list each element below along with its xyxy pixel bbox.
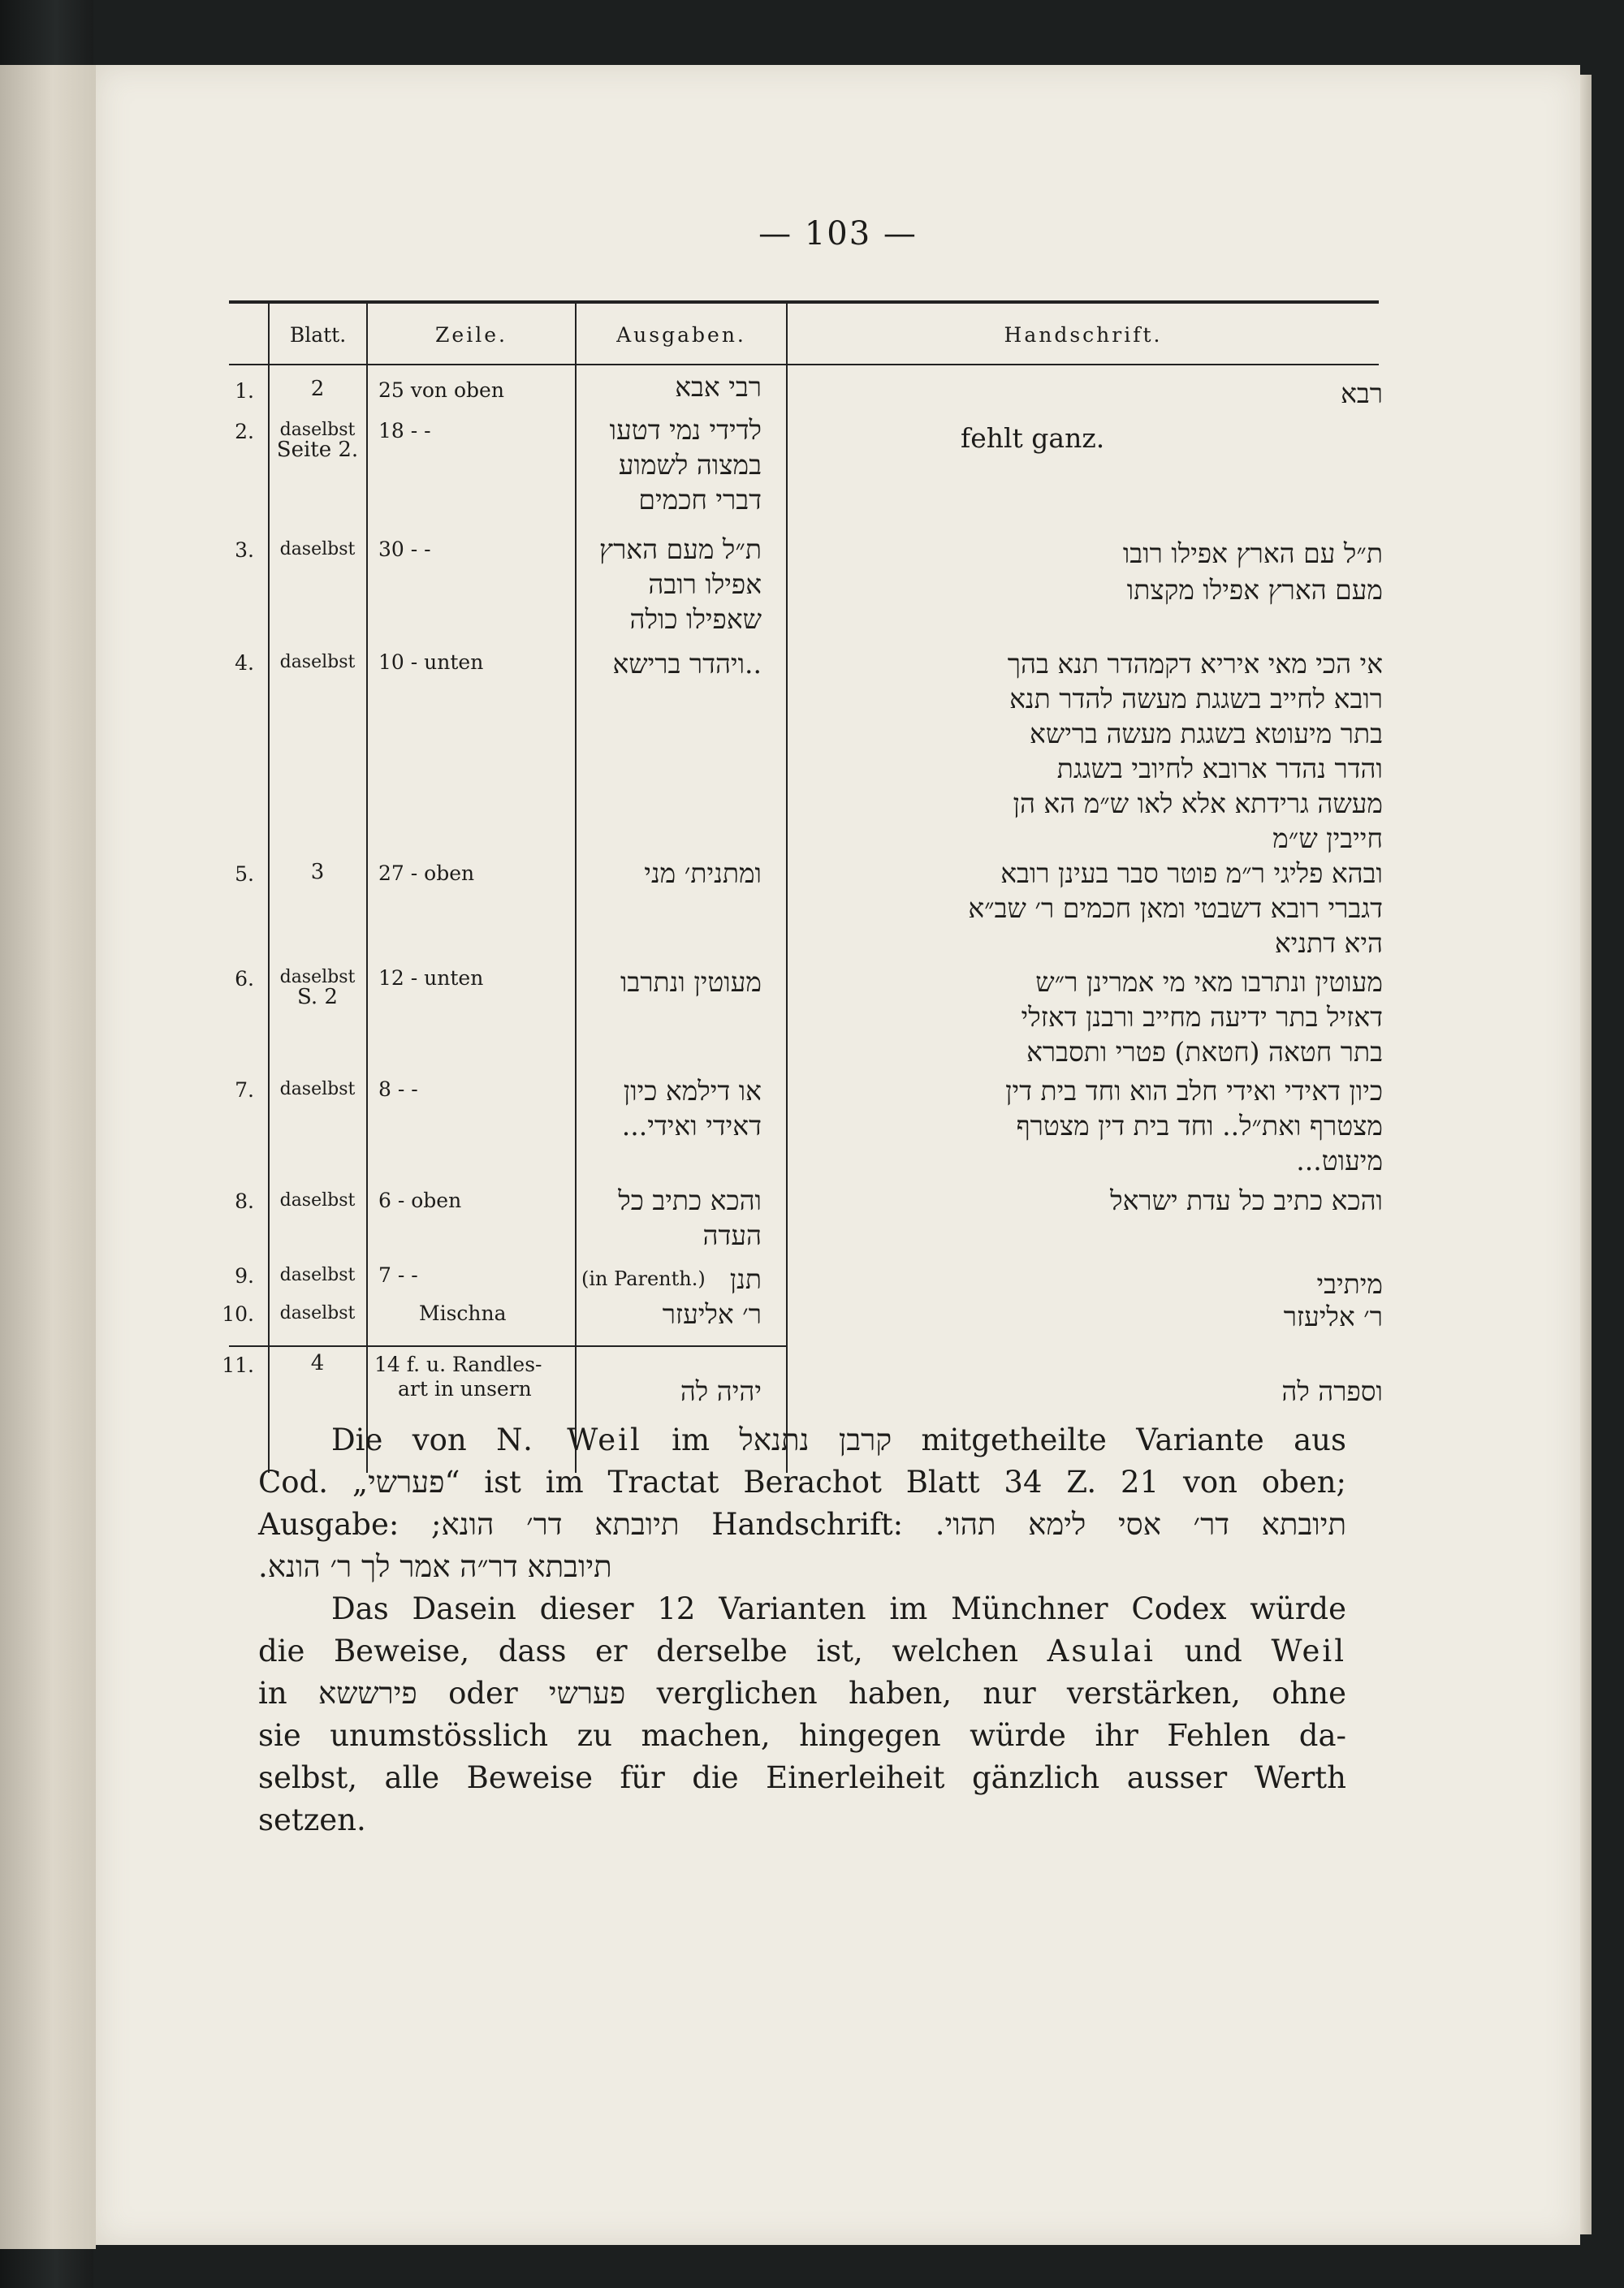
table-divider-2 [366,304,368,1473]
row-7-blatt: daselbst [279,1079,356,1099]
row-11-number: 11. [222,1353,254,1377]
table-divider-3 [575,304,577,1473]
row-1-ausgaben: רבי אבא [675,371,762,403]
row-10-zeile: Mischna [419,1302,507,1325]
row-1-zeile: 25 von oben [378,378,504,402]
row-6-handschrift-3: בתר חטאה (חטאת) פטרי ותסברא [1026,1036,1383,1068]
paragraph-variant-line-3: Ausgabe: תיובתא דר׳ הונא; Handschrift: תיובתא דר׳ אסי לימא תהוי. [258,1507,1347,1542]
row-6-ausgaben: מעוטין ונתרבו [620,966,762,998]
paragraph-conclusion-line-5: selbst, alle Beweise für die Einerleiheit gänzlich ausser Werth [258,1760,1346,1795]
header-handschrift: Handschrift. [1004,323,1163,347]
row-9-handschrift: מיתיבי [1316,1268,1383,1300]
paragraph-conclusion-line-3: in פירששא oder פערשי verglichen haben, nur verstärken, ohne [258,1676,1347,1711]
page-number: — 103 — [758,215,918,253]
row-2-number: 2. [235,420,254,443]
table-top-rule [229,300,1379,304]
row-5-handschrift-1: ובהא פליגי ר״מ פוטר סבר בעינן רובא [1000,857,1383,889]
row-6-blatt: daselbst [279,967,356,987]
row-11-zeile-1: 14 f. u. Randles- [374,1353,542,1376]
header-zeile: Zeile. [435,323,508,347]
paragraph-conclusion-line-4: sie unumstösslich zu machen, hingegen würde ihr Fehlen da- [258,1718,1346,1753]
paragraph-variant-line-2: Cod. „פערשי“ ist im Tractat Berachot Blatt 34 Z. 21 von oben; [258,1465,1346,1500]
row-4-handschrift-2: רובא לחייב בשגגת מעשה להדר תנא [1009,683,1383,714]
row-3-ausgaben-1: ת״ל מעם הארץ [598,533,762,565]
row-2-ausgaben-2: במצוה לשמוע [618,449,762,481]
table-header-rule [229,364,1379,365]
row-5-blatt: 3 [310,860,325,884]
row-9-ausgaben: תנן [729,1263,762,1295]
person-name: N. Weil [496,1422,642,1457]
row-4-blatt: daselbst [279,652,356,672]
row-3-blatt: daselbst [279,539,356,559]
paragraph-conclusion-line-6: setzen. [258,1802,366,1837]
paragraph-variant-line-4: תיובתא דר״ה אמר לך ר׳ הונא. [258,1549,612,1584]
row-3-handschrift-1: ת״ל עם הארץ אפילו רובו [1122,537,1383,569]
row-4-handschrift-3: בתר מיעוטא בשגגת מעשה ברישא [1030,718,1383,749]
row-7-number: 7. [235,1078,254,1102]
row-2-ausgaben-3: דברי חכמים [638,484,762,516]
row-5-ausgaben: ומתנית׳ מני [644,857,762,889]
row-5-number: 5. [235,862,254,886]
row-7-handschrift-1: כיון דאידי ואידי חלב הוא וחד בית דין [1005,1075,1383,1107]
row-8-blatt: daselbst [279,1190,356,1211]
row-8-ausgaben-2: העדה [702,1220,762,1251]
row-10-handschrift: ר׳ אליעזר [1283,1301,1383,1332]
header-ausgaben: Ausgaben. [616,323,746,347]
row-1-handschrift: רבא [1341,378,1383,409]
row-6-handschrift-2: דאזיל בתר ידיעה מחייב ורבנן דאזלי [1021,1001,1383,1033]
paragraph-conclusion-line-1: Das Dasein dieser 12 Varianten im Münchner Codex würde [331,1591,1346,1626]
row-4-ausgaben: ..ויהדר ברישא [612,648,762,680]
row-6-zeile: 12 - unten [378,966,484,990]
row-4-handschrift-6: חייבין ש״מ [1272,822,1383,854]
paragraph-conclusion [258,1588,1346,1841]
row-11-top-rule [229,1345,786,1347]
row-10-blatt: daselbst [279,1303,356,1323]
row-3-number: 3. [235,538,254,562]
row-4-handschrift-5: מעשה גרידתא אלא לאו ש״מ הא הן [1013,788,1383,819]
row-8-number: 8. [235,1189,254,1213]
table-divider-4 [786,304,788,1473]
row-8-handschrift: והכא כתיב כל עדת ישראל [1110,1185,1383,1216]
row-11-blatt: 4 [310,1351,325,1375]
row-3-ausgaben-3: שאפילו כולה [629,603,762,635]
row-11-ausgaben: יהיה לה [680,1375,762,1407]
row-7-handschrift-3: מיעוט... [1296,1145,1383,1176]
row-7-ausgaben-1: או דילמא כיון [623,1075,762,1107]
row-1-blatt: 2 [310,377,325,401]
row-5-handschrift-2: דגברי רובא דשבטי ומאן חכמים ר׳ שב״א [968,892,1383,924]
row-9-number: 9. [235,1264,254,1288]
row-7-zeile: 8 - - [378,1077,418,1101]
row-2-blatt-page: Seite 2. [276,438,359,462]
paragraph-conclusion-line-2: die Beweise, dass er derselbe ist, welchen Asulai und Weil [258,1634,1347,1669]
row-10-ausgaben: ר׳ אליעזר [662,1298,762,1330]
row-6-handschrift-1: מעוטין ונתרבו מאי מי אמרינן ר״ש [1035,966,1383,998]
row-11-handschrift: וספרה לה [1281,1375,1383,1407]
right-page-edge [1580,75,1592,2234]
row-6-blatt-page: S. 2 [297,985,338,1009]
row-9-ausgaben-note: (in Parenth.) [581,1267,706,1290]
row-2-handschrift: fehlt ganz. [961,422,1105,454]
row-5-handschrift-3: היא דתניא [1274,927,1383,959]
row-4-zeile: 10 - unten [378,650,484,674]
paragraph-variant-line-1: Die von N. Weil im קרבן נתנאל mitgetheilte Variante aus [331,1422,1346,1457]
row-2-ausgaben-1: לדידי נמי דטעו [609,414,762,446]
row-9-zeile: 7 - - [378,1263,418,1287]
row-4-handschrift-4: והדר נהדר ארובא לחיובי בשגגת [1056,753,1383,784]
row-8-ausgaben-1: והכא כתיב כל [618,1185,762,1216]
row-7-handschrift-2: מצטרף ואת״ל.. וחד בית דין מצטרף [1016,1110,1383,1142]
row-11-zeile-2: art in unsern [398,1377,532,1401]
row-9-blatt: daselbst [279,1265,356,1285]
row-1-number: 1. [235,379,254,403]
hebrew-title: קרבן נתנאל [739,1422,892,1457]
row-5-zeile: 27 - oben [378,861,475,885]
row-7-ausgaben-2: דאידי ואידי... [621,1110,762,1142]
table-divider-1 [268,304,270,1473]
row-4-number: 4. [235,651,254,675]
row-3-handschrift-2: מעם הארץ אפילו מקצתו [1126,574,1383,606]
previous-page-edge [0,65,96,2249]
paragraph-variant [258,1419,1346,1588]
row-3-zeile: 30 - - [378,537,431,561]
row-3-ausgaben-2: אפילו רובה [648,568,762,600]
row-2-blatt: daselbst [279,420,356,440]
row-6-number: 6. [235,967,254,991]
header-blatt: Blatt. [289,323,347,347]
row-10-number: 10. [222,1302,254,1326]
row-2-zeile: 18 - - [378,419,431,442]
row-8-zeile: 6 - oben [378,1189,462,1212]
row-4-handschrift-1: אי הכי מאי איריא דקמהדר תנא בהך [1007,648,1383,680]
book-page [96,65,1580,2245]
